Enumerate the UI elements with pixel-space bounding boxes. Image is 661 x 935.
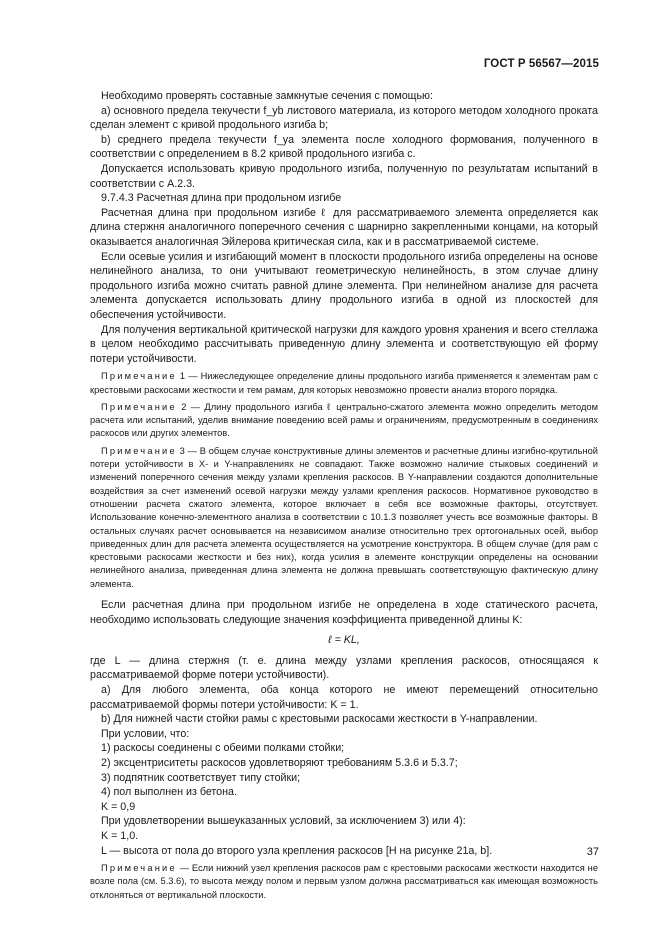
note-text: — Если нижний узел крепления раскосов рам с крестовыми раскосами жесткости находится не возле пола (см. 5.3.6), то высота между полом и первым узлом должна рассматриваться как имеющая возможность отклоняться от вертикальной плоскости. xyxy=(90,863,598,900)
paragraph: L — высота от пола до второго узла крепления раскосов [H на рисунке 21a, b]. xyxy=(101,844,493,857)
note-text: 2 — Длину продольного изгиба ℓ центрально-сжатого элемента можно определить методом расчета или испытаний, уделив внимание поведению всей рамы и ограничениям, предусмотренным в соединениях раскосов или других элементов. xyxy=(90,401,598,439)
coefficient-value: K = 0,9 xyxy=(101,800,136,813)
list-item: a) Для любого элемента, оба конца которого не имеют перемещений относительно рассматриваемой формы потери устойчивости: K = 1. xyxy=(90,684,598,711)
list-item: b) среднего предела текучести f_ya элемента после холодного формования, полученного в соответствии с определением в 8.2 кривой продольного изгиба c. xyxy=(90,133,598,161)
page-body xyxy=(90,89,598,902)
note-label: Примечание xyxy=(101,371,177,382)
condition-item: 1) раскосы соединены с обеими полками стойки; xyxy=(101,742,345,755)
note-text: 3 — В общем случае конструктивные длины элементов и расчетные длины изгибно-крутильной потери устойчивости в X- и Y-направлениях не совпадают. Также возможно наличие стыковых соединений и изменений поперечного сечения между узлами крепления раскосов. В Y-направлении создаются дополнительные воздействия за счет изменений осевой нагрузки между узлами крепления раскосов. Нормативное руководство в отношении расчета сжатого элемента, которое включает в себя все возможные факторы, отсутствует. Использование конечно-элементного анализа в соответствии с 10.1.3 позволяет учесть все возможные факторы. В остальных случаях расчет основывается на независимом анализе относительно трех ортогональных осей, выбор приведенных длин для расчета элемента осуществляется на усмотрение конструктора. В общем случае (для рам с крестовыми раскосами жесткости и без них), когда усилия в элементе конструкции определены на основании нелинейного анализа, приведенная длина элемента не должна превышать соответствующую фактическую длину элемента. xyxy=(90,445,598,589)
condition-item: 3) подпятник соответствует типу стойки; xyxy=(101,771,301,784)
condition-item: 2) эксцентриситеты раскосов удовлетворяют требованиям 5.3.6 и 5.3.7; xyxy=(101,756,458,769)
note-3 xyxy=(90,445,598,591)
paragraph: Расчетная длина при продольном изгибе ℓ для рассматриваемого элемента определяется как длина стержня аналогичного поперечного сечения с шарнирно закрепленными концами, на который оказывается аналогичная Эйлерова критическая сила, как и в рассматриваемой системе. xyxy=(90,206,598,248)
note-4 xyxy=(90,862,598,902)
list-item: a) основного предела текучести f_yb листового материала, из которого методом холодного проката сделан элемент с кривой продольного изгиба b; xyxy=(90,104,598,132)
page-number: 37 xyxy=(586,846,599,858)
paragraph: Для получения вертикальной критической нагрузки для каждого уровня хранения и всего стеллажа в целом необходимо рассчитывать приведенную длину элемента и соответствующую ей форму потери устойчивости. xyxy=(90,323,598,365)
note-label: Примечание xyxy=(101,401,177,412)
paragraph: Если расчетная длина при продольном изгибе не определена в ходе статического расчета, необходимо использовать следующие значения коэффициента приведенной длины K: xyxy=(90,599,598,626)
note-label: Примечание xyxy=(101,863,177,874)
note-label: Примечание xyxy=(101,445,177,456)
formula: ℓ = KL, xyxy=(328,634,360,647)
list-item: b) Для нижней части стойки рамы с крестовыми раскосами жесткости в Y-направлении. xyxy=(101,713,538,726)
section-heading: 9.7.4.3 Расчетная длина при продольном изгибе xyxy=(101,192,342,205)
coefficient-value: K = 1,0. xyxy=(101,829,139,842)
paragraph: При удовлетворении вышеуказанных условий, за исключением 3) или 4): xyxy=(101,815,466,828)
paragraph: Если осевые усилия и изгибающий момент в плоскости продольного изгиба определены на основе нелинейного анализа, то они учитывают геометрическую нелинейность, в этом случае длину продольного изгиба можно считать равной длине элемента. При нелинейном анализе для расчета элемента допускается использовать длину продольного изгиба в одной из плоскостей для обеспечения устойчивости. xyxy=(90,250,598,321)
note-2 xyxy=(90,401,598,441)
paragraph: При условии, что: xyxy=(101,727,190,740)
standard-designation: ГОСТ Р 56567—2015 xyxy=(483,58,599,70)
paragraph: Необходимо проверять составные замкнутые сечения с помощью: xyxy=(101,90,433,102)
paragraph: где L — длина стержня (т. е. длина между узлами крепления раскосов, относящаяся к рассматриваемой форме потери устойчивости). xyxy=(90,654,598,682)
condition-item: 4) пол выполнен из бетона. xyxy=(101,786,237,799)
note-text: 1 — Нижеследующее определение длины продольного изгиба применяется к элементам рам с крестовыми раскосами жесткости и тем рамам, для которых невозможно провести анализ второго порядка. xyxy=(90,371,598,395)
note-1 xyxy=(90,370,598,397)
paragraph: Допускается использовать кривую продольного изгиба, полученную по результатам испытаний в соответствии с А.2.3. xyxy=(90,162,598,190)
